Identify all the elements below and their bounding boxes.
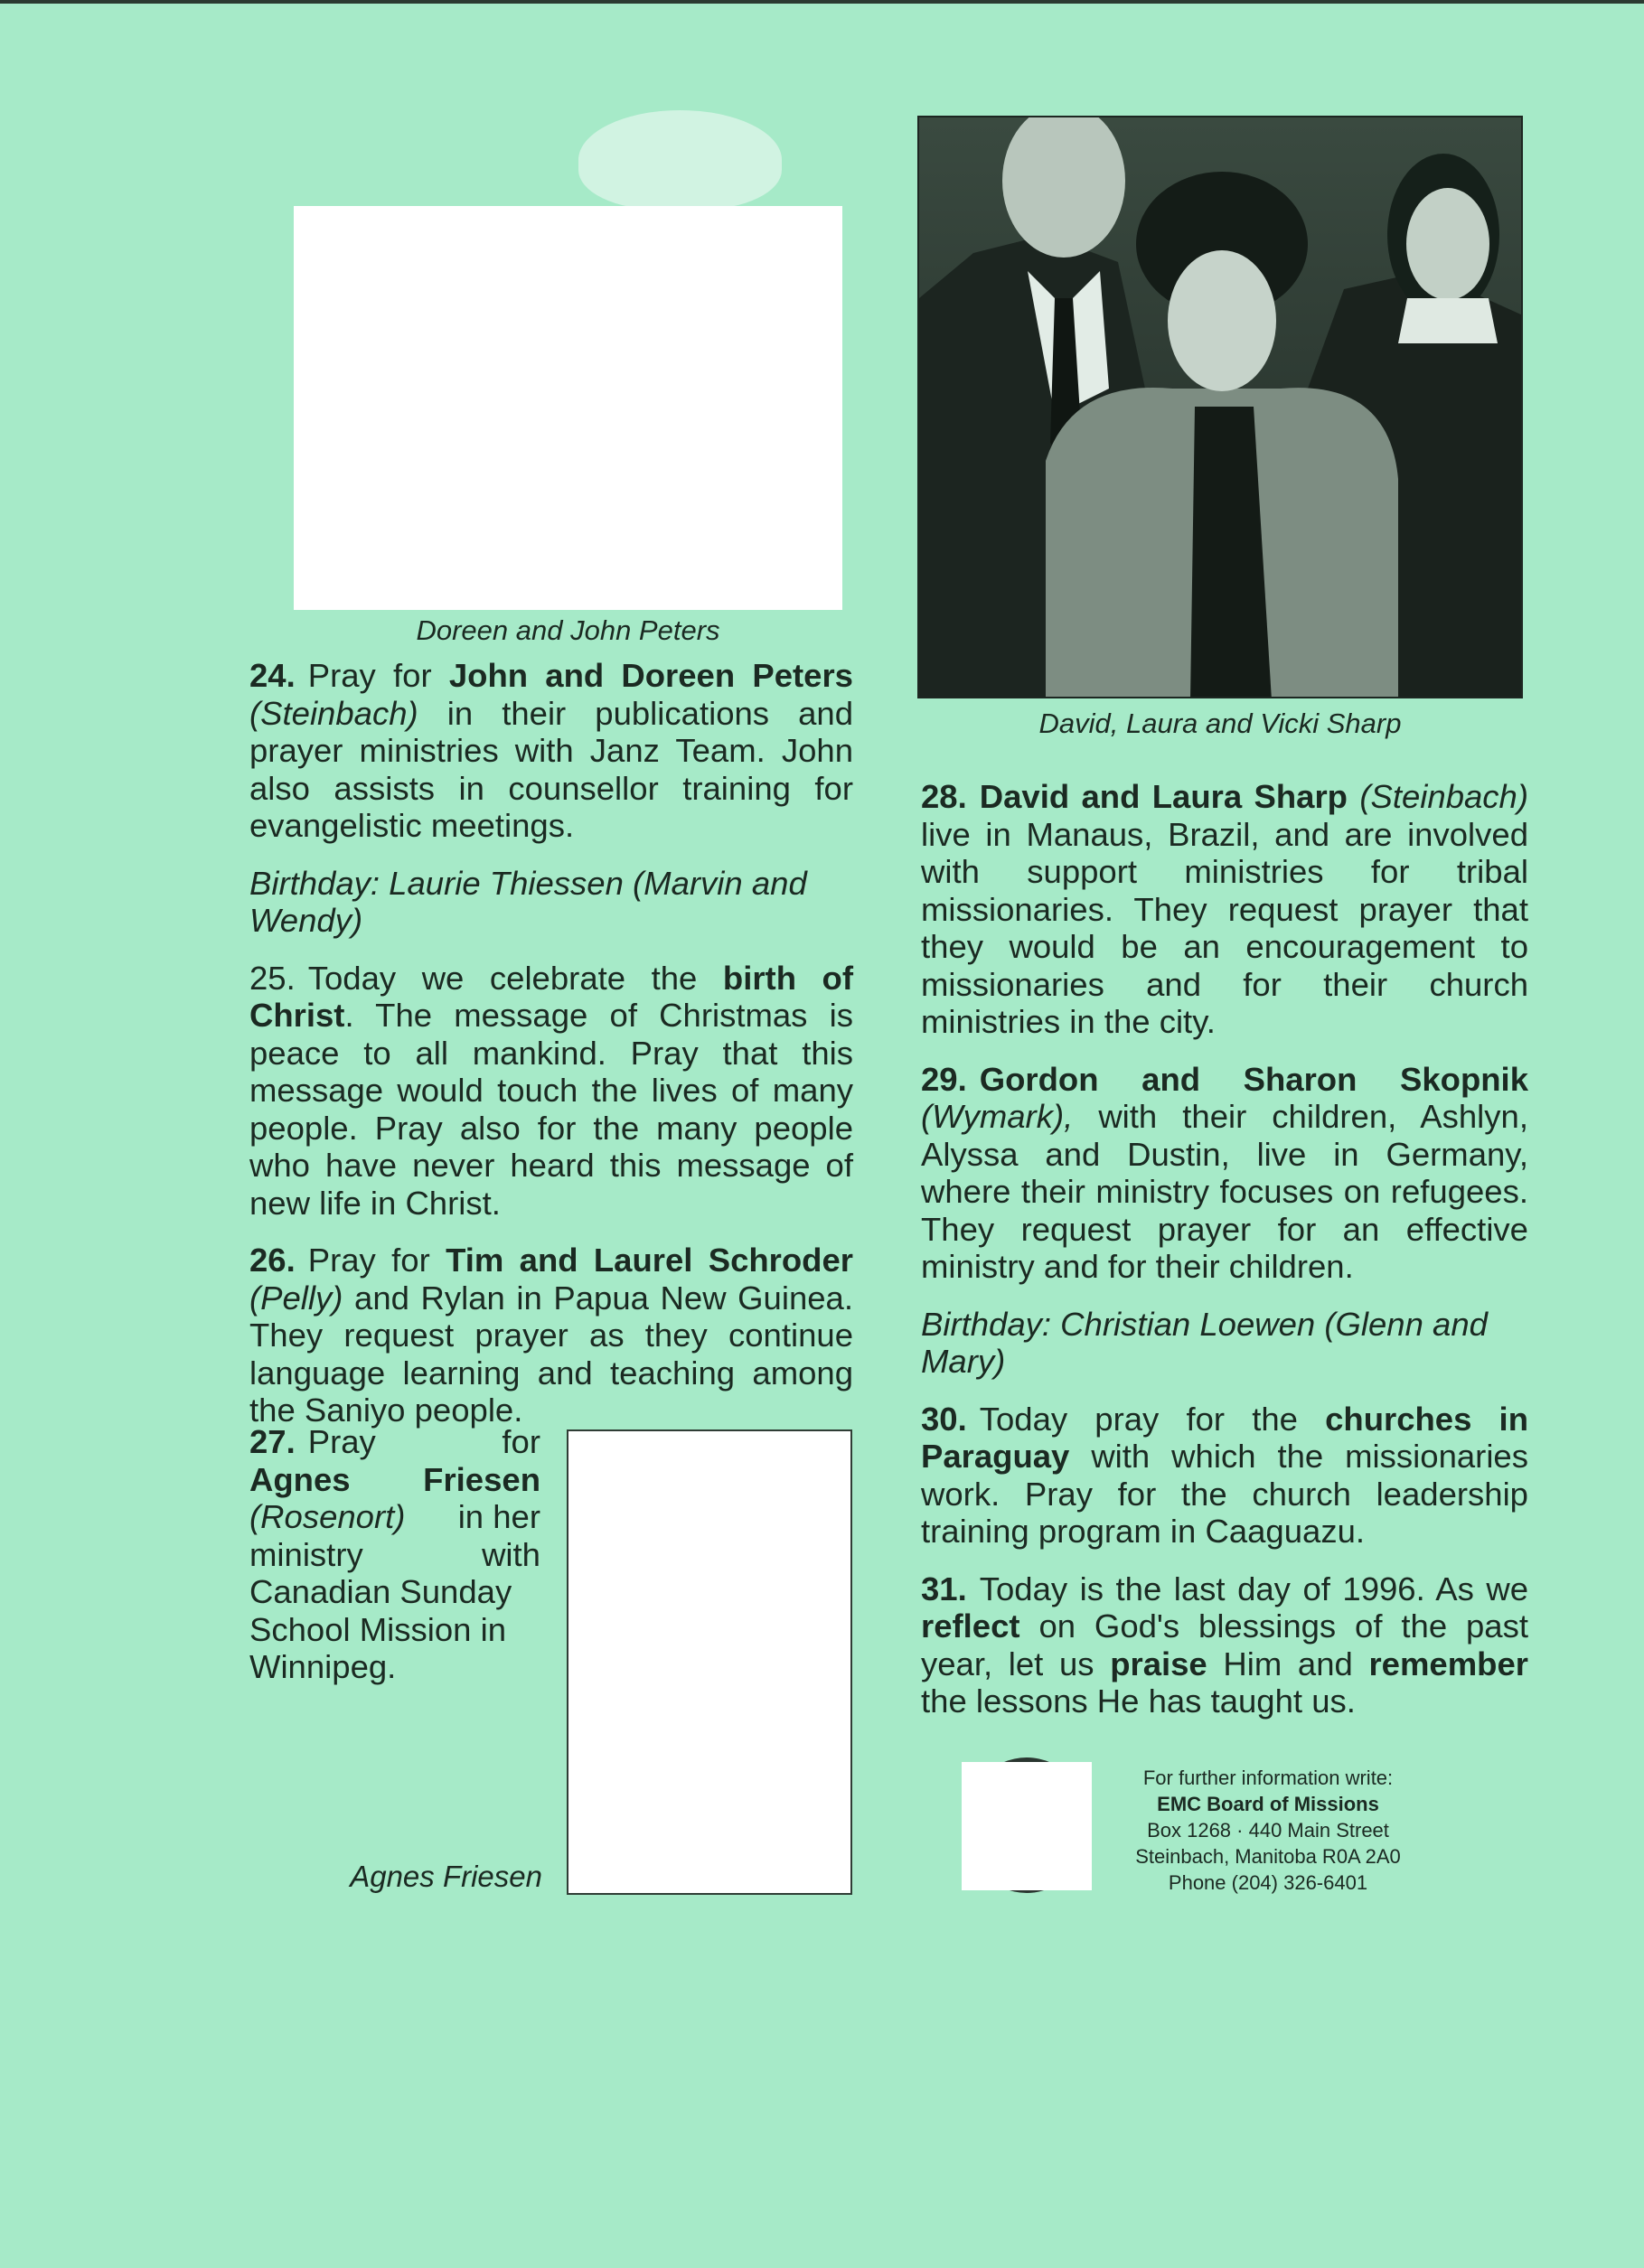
scan-edge [0,0,1644,4]
friesen-caption: Agnes Friesen [350,1860,542,1893]
logo-redacted [962,1762,1092,1890]
contact-block [1112,1765,1424,1896]
entry-29: 29. Gordon and Sharon Skopnik (Wymark), with their children, Ashlyn, Alyssa and Dustin, live in Germany, where their ministry focuses on refugees. They request prayer for an effective ministry and for their children. [921,1060,1528,1285]
peters-caption: Doreen and John Peters [416,614,720,646]
birthday-29: Birthday: Christian Loewen (Glenn and Mary) [921,1305,1488,1380]
entry-25: 25. Today we celebrate the birth of Christ. The message of Christmas is peace to all mankind. Pray that this message would touch the lives of many people. Pray also for the many people who have never heard this message of new life in Christ. [249,959,853,1222]
contact-phone: Phone (204) 326-6401 [1168,1871,1368,1894]
left-column [249,657,853,1449]
sharp-caption: David, Laura and Vicki Sharp [1038,708,1402,739]
entry-31: 31. Today is the last day of 1996. As we reflect on God's blessings of the past year, let us praise Him and remember the lessons He has taught us. [921,1570,1528,1720]
entry-26: 26. Pray for Tim and Laurel Schroder (Pelly) and Rylan in Papua New Guinea. They request prayer as they continue language learning and teaching among the Saniyo people. [249,1242,853,1429]
friesen-photo-redacted [567,1429,852,1895]
contact-address: Box 1268 · 440 Main Street [1147,1819,1389,1842]
sharp-family-photo-art [919,117,1523,698]
entry-27: 27. Pray for Agnes Friesen (Rosenort) in her ministry with Canadian Sunday School Mission in Winnipeg. [249,1423,540,1685]
contact-org: EMC Board of Missions [1157,1793,1379,1815]
birthday-24: Birthday: Laurie Thiessen (Marvin and Wendy) [249,864,807,939]
photo-head-remnant [578,110,782,210]
right-column [921,778,1528,1740]
contact-intro: For further information write: [1142,1767,1394,1789]
entry-30: 30. Today pray for the churches in Paraguay with which the missionaries work. Pray for the church leadership training program in Caaguazu. [921,1400,1528,1550]
contact-city: Steinbach, Manitoba R0A 2A0 [1135,1845,1401,1868]
peters-photo-redacted [294,206,842,610]
entry-28: 28. David and Laura Sharp (Steinbach) live in Manaus, Brazil, and are involved with support ministries for tribal missionaries. They request prayer that they would be an encouragement to missionaries and for their church ministries in the city. [921,778,1528,1040]
sharp-family-photo [917,116,1523,698]
entry-24: 24. Pray for John and Doreen Peters (Steinbach) in their publications and prayer ministries with Janz Team. John also assists in counsellor training for evangelistic meetings. [249,657,853,844]
